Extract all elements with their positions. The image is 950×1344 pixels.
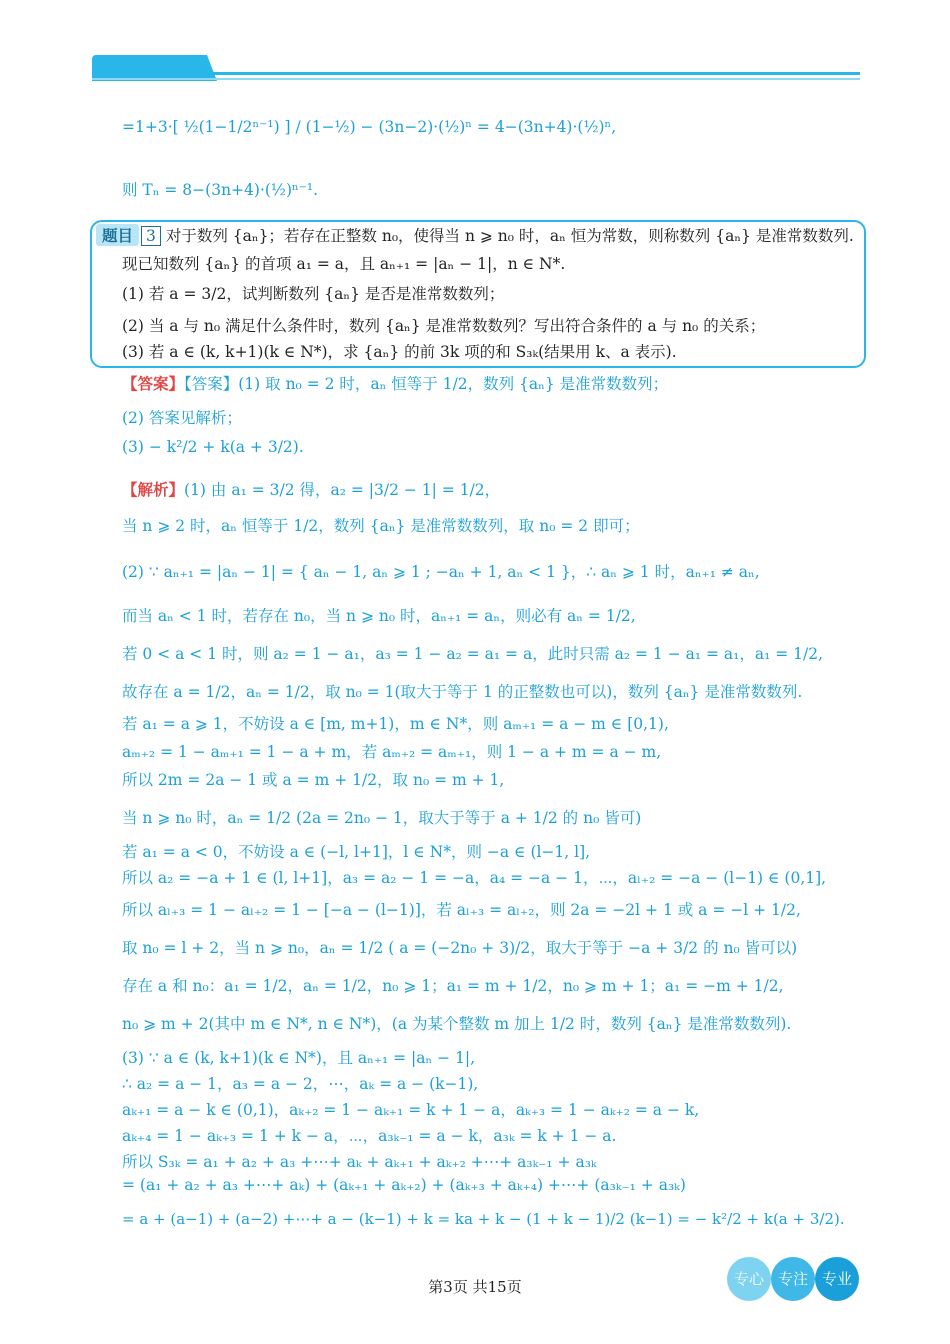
analysis-line: n₀ ⩾ m + 2(其中 m ∈ N*, n ∈ N*)，(a 为某个整数 m 加上 1/2 时，数列 {aₙ} 是准常数数列). (122, 1015, 792, 1033)
analysis-line (122, 478, 500, 500)
analysis-line: 若 a₁ = a ⩾ 1，不妨设 a ∈ [m, m+1)，m ∈ N*，则 aₘ₊₁ = a − m ∈ [0,1), (122, 715, 669, 733)
analysis-line: 故存在 a = 1/2，aₙ = 1/2，取 n₀ = 1(取大于等于 1 的正整数也可以)，数列 {aₙ} 是准常数数列. (122, 683, 803, 701)
analysis-line: ∴ a₂ = a − 1，a₃ = a − 2，⋯，aₖ = a − (k−1), (122, 1075, 479, 1093)
analysis-line: aₖ₊₄ = 1 − aₖ₊₃ = 1 + k − a，⋯，a₃ₖ₋₁ = a − k，a₃ₖ = k + 1 − a. (122, 1127, 617, 1145)
analysis-line: aₖ₊₁ = a − k ∈ (0,1)，aₖ₊₂ = 1 − aₖ₊₁ = k + 1 − a，aₖ₊₃ = 1 − aₖ₊₂ = a − k, (122, 1101, 700, 1119)
answer-line: (3) − k²/2 + k(a + 3/2). (122, 438, 304, 456)
analysis-line: 若 0 < a < 1 时，则 a₂ = 1 − a₁，a₃ = 1 − a₂ = a₁ = a，此时只需 a₂ = 1 − a₁ = a₁，a₁ = 1/2, (122, 645, 824, 663)
answer-line: (2) 答案见解析； (122, 409, 242, 427)
analysis-line: = a + (a−1) + (a−2) +⋯+ a − (k−1) + k = ka + k − (1 + k − 1)/2 (k−1) = − k²/2 + k(a + 3/2). (122, 1210, 845, 1228)
prev-solution-line: 则 Tₙ = 8−(3n+4)·(½)ⁿ⁻¹. (122, 181, 319, 199)
motto-badge: 专注 (771, 1257, 815, 1301)
analysis-line: 所以 a₂ = −a + 1 ∈ (l, l+1]，a₃ = a₂ − 1 = −a，a₄ = −a − 1，⋯，aₗ₊₂ = −a − (l−1) ∈ (0,1], (122, 869, 827, 887)
analysis-line: 所以 S₃ₖ = a₁ + a₂ + a₃ +⋯+ aₖ + aₖ₊₁ + aₖ₊₂ +⋯+ a₃ₖ₋₁ + a₃ₖ (122, 1153, 597, 1171)
prev-solution-line: =1+3·[ ½(1−1/2ⁿ⁻¹) ] / (1−½) − (3n−2)·(½)ⁿ = 4−(3n+4)·(½)ⁿ, (122, 118, 617, 136)
answer-label: 【答案】 (122, 374, 185, 393)
analysis-label: 【解析】 (122, 480, 185, 499)
analysis-line: 存在 a 和 n₀：a₁ = 1/2，aₙ = 1/2，n₀ ⩾ 1；a₁ = m + 1/2，n₀ ⩾ m + 1；a₁ = −m + 1/2, (122, 977, 784, 995)
analysis-line: 当 n ⩾ n₀ 时，aₙ = 1/2 (2a = 2n₀ − 1，取大于等于 a + 1/2 的 n₀ 皆可) (122, 809, 642, 827)
problem-line: 对于数列 {aₙ}；若存在正整数 n₀，使得当 n ⩾ n₀ 时，aₙ 恒为常数，则称数列 {aₙ} 是准常数数列. (165, 227, 854, 245)
problem-line: (3) 若 a ∈ (k, k+1)(k ∈ N*)，求 {aₙ} 的前 3k 项的和 S₃ₖ(结果用 k、a 表示). (122, 343, 677, 361)
problem-header (96, 224, 854, 246)
analysis-line: 而当 aₙ < 1 时，若存在 n₀，当 n ⩾ n₀ 时，aₙ₊₁ = aₙ，则必有 aₙ = 1/2, (122, 607, 636, 625)
analysis-line: (3) ∵ a ∈ (k, k+1)(k ∈ N*)，且 aₙ₊₁ = |aₙ − 1|, (122, 1049, 476, 1067)
analysis-line: 当 n ⩾ 2 时，aₙ 恒等于 1/2，数列 {aₙ} 是准常数数列，取 n₀ = 2 即可； (122, 517, 640, 535)
motto-badge: 专心 (727, 1257, 771, 1301)
header-rule (92, 72, 860, 75)
analysis-line: = (a₁ + a₂ + a₃ +⋯+ aₖ) + (aₖ₊₁ + aₖ₊₂) + (aₖ₊₃ + aₖ₊₄) +⋯+ (a₃ₖ₋₁ + a₃ₖ) (122, 1176, 686, 1194)
analysis-line: 取 n₀ = l + 2，当 n ⩾ n₀，aₙ = 1/2 ( a = (−2n₀ + 3)/2，取大于等于 −a + 3/2 的 n₀ 皆可以) (122, 939, 798, 957)
header-rule-secondary (92, 78, 860, 80)
problem-line: (1) 若 a = 3/2，试判断数列 {aₙ} 是否是准常数数列； (122, 285, 505, 303)
problem-line: 现已知数列 {aₙ} 的首项 a₁ = a，且 aₙ₊₁ = |aₙ − 1|，n ∈ N*. (122, 255, 566, 273)
analysis-line: 所以 aₗ₊₃ = 1 − aₗ₊₂ = 1 − [−a − (l−1)]，若 aₗ₊₃ = aₗ₊₂，则 2a = −2l + 1 或 a = −l + 1/2, (122, 901, 801, 919)
analysis-line: 若 a₁ = a < 0，不妨设 a ∈ (−l, l+1]，l ∈ N*，则 −a ∈ (l−1, l], (122, 843, 591, 861)
answer-line (122, 372, 668, 394)
answer-text: 【答案】(1) 取 n₀ = 2 时，aₙ 恒等于 1/2，数列 {aₙ} 是准常数数列； (184, 375, 669, 393)
analysis-text: (1) 由 a₁ = 3/2 得，a₂ = |3/2 − 1| = 1/2， (184, 481, 501, 499)
analysis-line: (2) ∵ aₙ₊₁ = |aₙ − 1| = { aₙ − 1, aₙ ⩾ 1 ; −aₙ + 1, aₙ < 1 }，∴ aₙ ⩾ 1 时，aₙ₊₁ ≠ aₙ, (122, 563, 760, 581)
analysis-line: aₘ₊₂ = 1 − aₘ₊₁ = 1 − a + m，若 aₘ₊₂ = aₘ₊₁，则 1 − a + m = a − m, (122, 743, 662, 761)
problem-number: 3 (141, 226, 161, 246)
analysis-line: 所以 2m = 2a − 1 或 a = m + 1/2，取 n₀ = m + 1, (122, 771, 505, 789)
problem-line: (2) 当 a 与 n₀ 满足什么条件时，数列 {aₙ} 是准常数数列？写出符合条件的 a 与 n₀ 的关系； (122, 317, 766, 335)
problem-tag: 题目 (96, 224, 139, 246)
motto-badge: 专业 (815, 1257, 859, 1301)
page-number: 第3页 共15页 (428, 1278, 522, 1296)
motto-badges (727, 1257, 867, 1301)
